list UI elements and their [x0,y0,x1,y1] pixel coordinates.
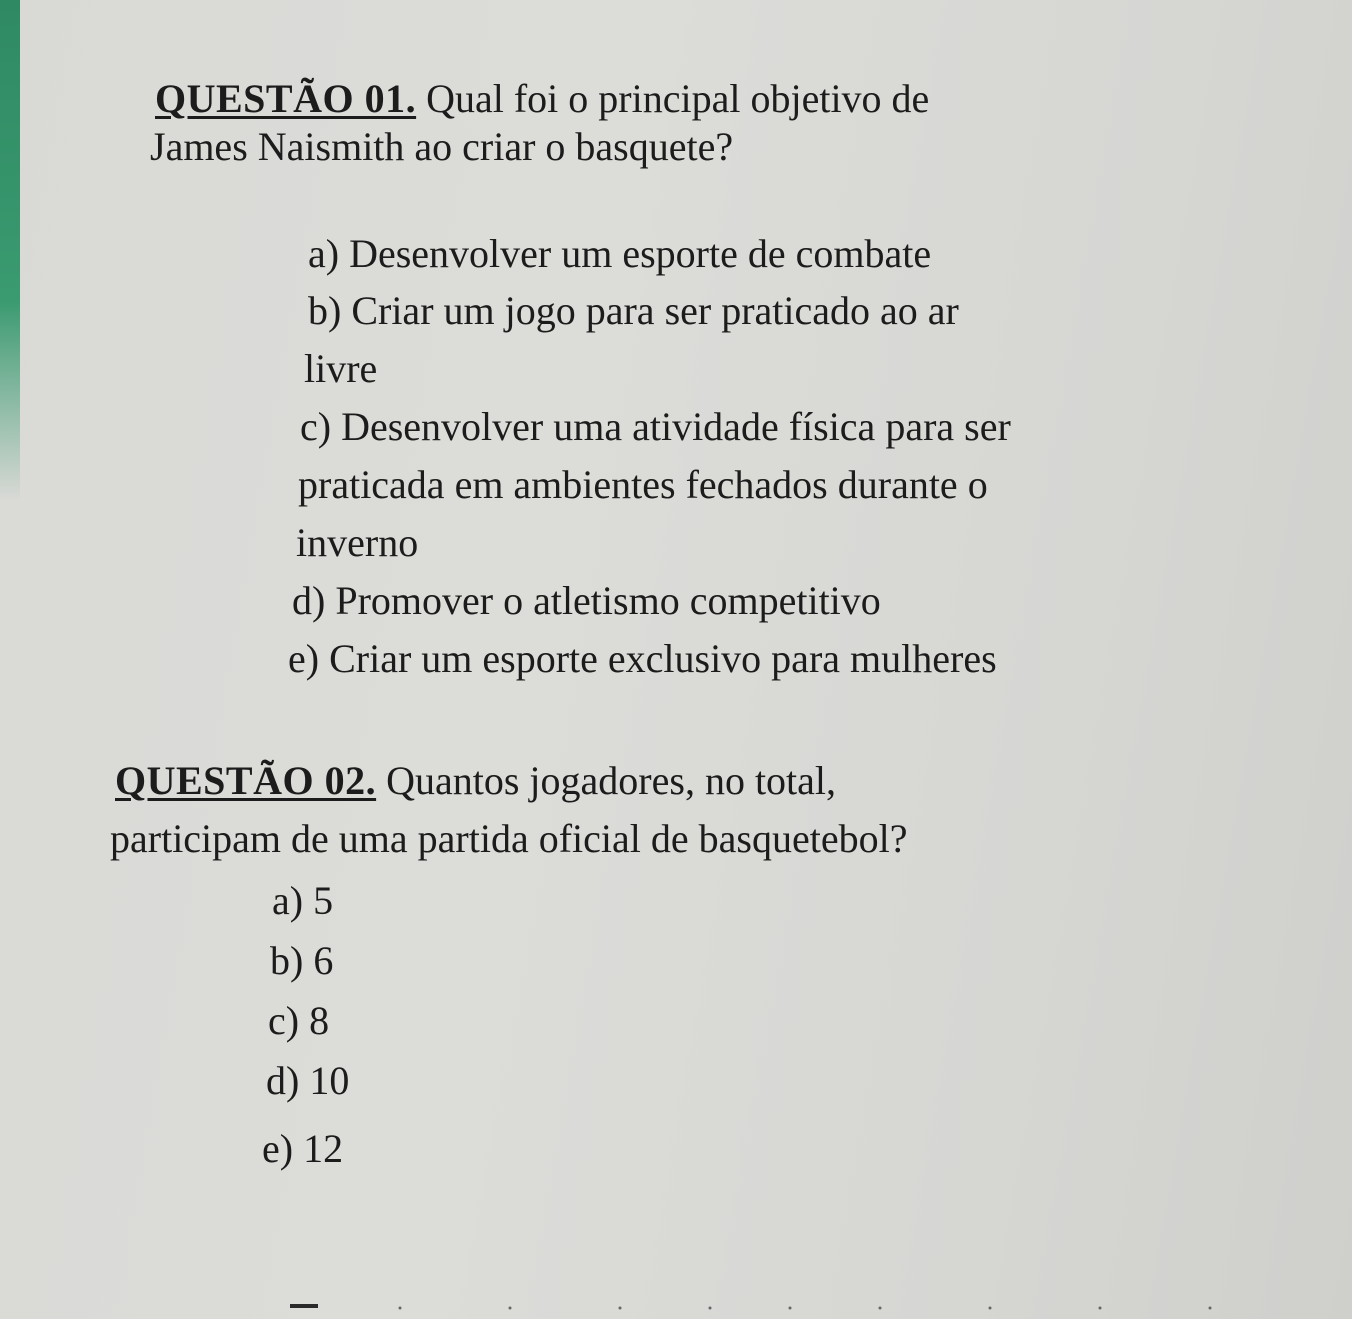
question-1-option-c-continued-2: inverno [296,520,419,565]
question-1-option-b: b) Criar um jogo para ser praticado ao ar [308,288,959,333]
question-2-option-d: d) 10 [266,1058,350,1103]
question-1-option-c: c) Desenvolver uma atividade física para ser [300,404,1011,449]
question-1-option-d: d) Promover o atletismo competitivo [292,578,881,623]
question-2-label: QUESTÃO 02. [115,758,377,803]
question-2-option-a: a) 5 [272,878,334,923]
question-1-text-line2: James Naismith ao criar o basquete? [150,124,734,169]
question-2-option-b: b) 6 [270,938,334,983]
question-1-option-a: a) Desenvolver um esporte de combate [308,231,932,276]
question-1-text-line1: Qual foi o principal objetivo de [426,76,930,121]
question-2-heading [115,752,836,810]
question-1-option-e: e) Criar um esporte exclusivo para mulheres [288,636,997,681]
question-2-text-line2: participam de uma partida oficial de basquetebol? [110,816,908,861]
question-2-option-e: e) 12 [262,1126,344,1171]
question-1-option-b-continued: livre [304,346,378,391]
question-1-label: QUESTÃO 01. [155,76,417,121]
question-2-option-c: c) 8 [268,998,330,1043]
question-2-text-line1: Quantos jogadores, no total, [386,758,837,803]
bottom-edge-marks [290,1300,1290,1312]
question-1-option-c-continued-1: praticada em ambientes fechados durante o [298,462,988,507]
